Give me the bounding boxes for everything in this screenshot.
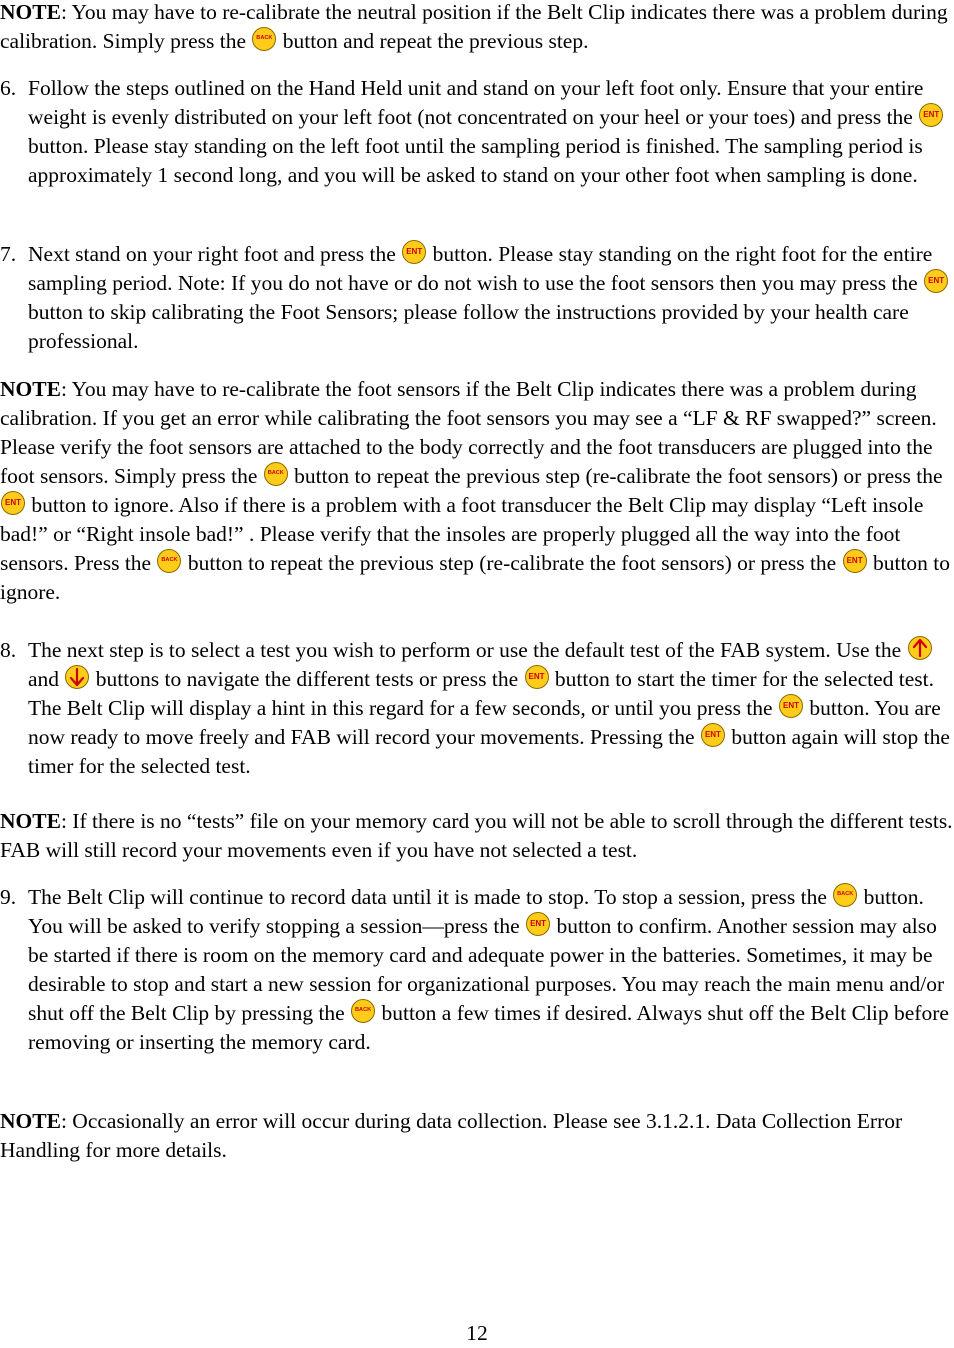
step-7: 7. Next stand on your right foot and press the ENT button. Please stay standing on the right foot for the entire sampling period. Note: If you do not have or do not wish to use the foot sensors then you may press the ENT button to skip calibrating the Foot Sensors; please follow the instructions provided by your health care professional. bbox=[0, 240, 954, 356]
page-number: 12 bbox=[466, 1321, 488, 1345]
ent-button-icon: ENT bbox=[919, 103, 943, 127]
step-number: 9. bbox=[0, 885, 17, 909]
ent-button-icon: ENT bbox=[1, 491, 25, 515]
ent-button-icon: ENT bbox=[701, 723, 725, 747]
step-9: 9. The Belt Clip will continue to record data until it is made to stop. To stop a session, press the BACK button. You will be asked to verify stopping a session—press the ENT button to confirm. Another session may also be started if there is room on the memory card and adequate power in the batteries. Sometimes, it may be desirable to stop and start a new session for organizational purposes. You may reach the main menu and/or shut off the Belt Clip by pressing the BACK button a few times if desired. Always shut off the Belt Clip before removing or inserting the memory card. bbox=[0, 885, 949, 1054]
step-number: 7. bbox=[0, 242, 17, 266]
up-arrow-icon bbox=[908, 636, 932, 660]
back-button-icon: BACK bbox=[157, 549, 181, 573]
ent-button-icon: ENT bbox=[924, 269, 948, 293]
back-button-icon: BACK bbox=[252, 27, 276, 51]
down-arrow-icon bbox=[65, 665, 89, 689]
ent-button-icon: ENT bbox=[525, 665, 549, 689]
step-6: 6. Follow the steps outlined on the Hand Held unit and stand on your left foot only. Ensure that your entire weight is evenly distributed on your left foot (not concentrated on your heel or your toes) and press the ENT button. Please stay standing on the left foot until the sampling period is finished. The sampling period is approximately 1 second long, and you will be asked to stand on your other foot when sampling is done. bbox=[0, 74, 954, 190]
step-8: 8. The next step is to select a test you wish to perform or use the default test of the FAB system. Use the and buttons to navigate the different tests or press the ENT button to start the timer for the selected test. The Belt Clip will display a hint in this regard for a few seconds, or until you press the ENT button. You are now ready to move freely and FAB will record your movements. Pressing the ENT button again will stop the timer for the selected test. bbox=[0, 638, 950, 778]
back-button-icon: BACK bbox=[264, 462, 288, 486]
note-recalibrate-neutral: NOTE: You may have to re-calibrate the neutral position if the Belt Clip indicates there was a problem during calibration. Simply press the BACK button and repeat the previous step. bbox=[0, 0, 948, 53]
step-number: 8. bbox=[0, 638, 17, 662]
note-label: NOTE bbox=[0, 377, 61, 401]
step-number: 6. bbox=[0, 76, 17, 100]
ent-button-icon: ENT bbox=[402, 240, 426, 264]
note-tests-file: NOTE: If there is no “tests” file on your memory card you will not be able to scroll through the different tests. FAB will still record your movements even if you have not selected a test. bbox=[0, 809, 953, 862]
ent-button-icon: ENT bbox=[526, 912, 550, 936]
note-data-collection-error: NOTE: Occasionally an error will occur during data collection. Please see 3.1.2.1. Data Collection Error Handling for more details. bbox=[0, 1109, 903, 1162]
back-button-icon: BACK bbox=[833, 883, 857, 907]
note-label: NOTE bbox=[0, 0, 61, 24]
note-recalibrate-foot-sensors: NOTE: You may have to re-calibrate the foot sensors if the Belt Clip indicates there was a problem during calibration. If you get an error while calibrating the foot sensors you may see a “LF & RF swapped?” screen. Please verify the foot sensors are attached to the body correctly and the foot transducers are plugged into the foot sensors. Simply press the BACK button to repeat the previous step (re-calibrate the foot sensors) or press the ENT button to ignore. Also if there is a problem with a foot transducer the Belt Clip may display “Left insole bad!” or “Right insole bad!” . Please verify that the insoles are properly plugged all the way into the foot sensors. Press the BACK button to repeat the previous step (re-calibrate the foot sensors) or press the ENT button to ignore. bbox=[0, 377, 951, 604]
ent-button-icon: ENT bbox=[779, 694, 803, 718]
ent-button-icon: ENT bbox=[843, 549, 867, 573]
back-button-icon: BACK bbox=[351, 999, 375, 1023]
note-label: NOTE bbox=[0, 809, 61, 833]
note-label: NOTE bbox=[0, 1109, 61, 1133]
